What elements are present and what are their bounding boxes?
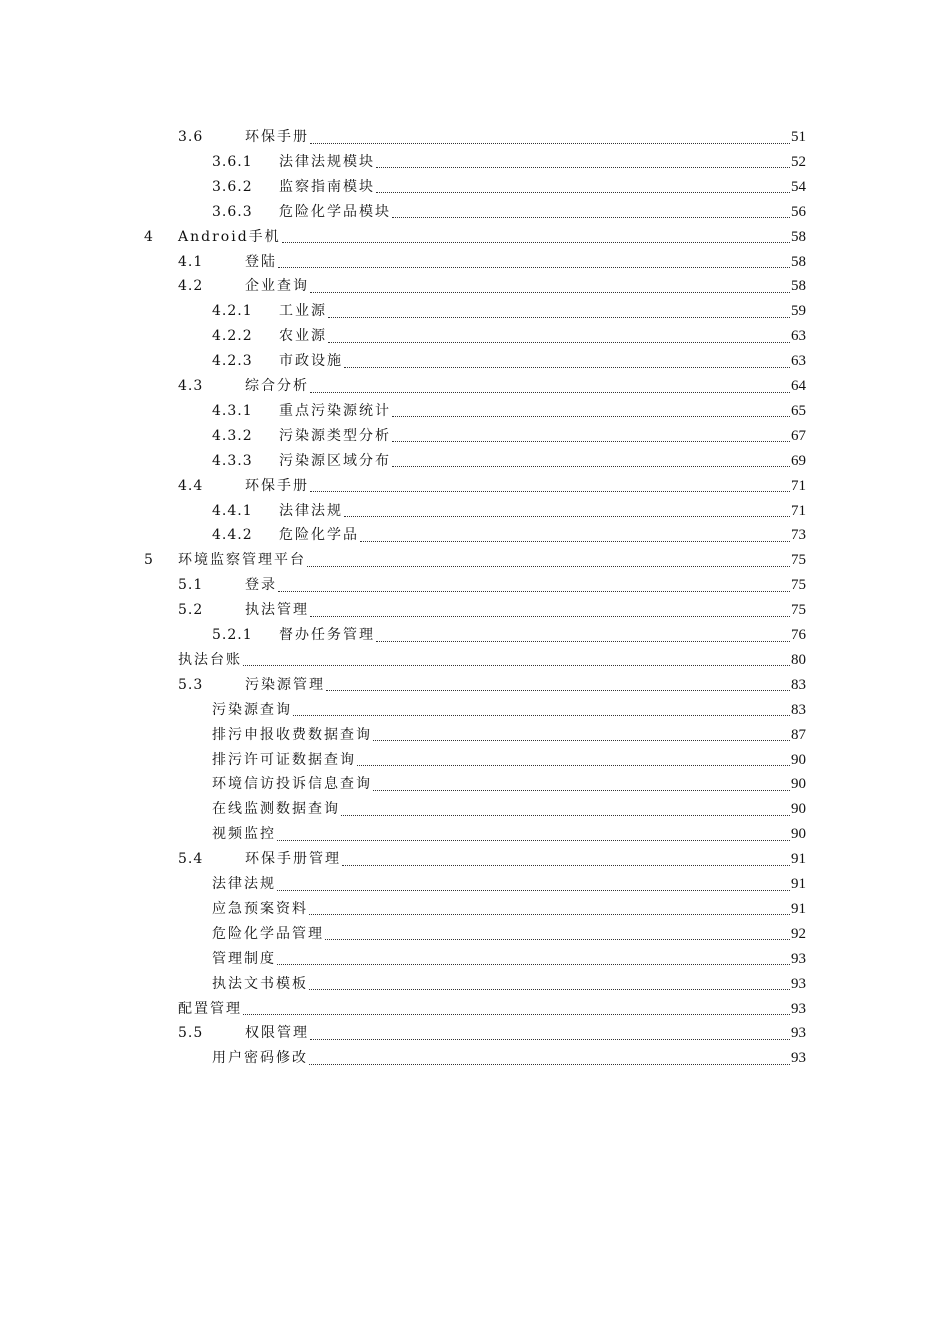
toc-entry[interactable] — [212, 748, 806, 772]
toc-entry[interactable] — [178, 573, 806, 597]
toc-dot-leader — [373, 790, 790, 791]
toc-entry[interactable] — [212, 324, 806, 348]
toc-entry[interactable] — [178, 673, 806, 697]
toc-entry-title: 权限管理 — [245, 1025, 309, 1042]
toc-entry-title: 污染源类型分析 — [279, 427, 391, 444]
toc-entry[interactable] — [212, 922, 806, 946]
toc-entry-number: 4.4.2 — [212, 527, 253, 544]
toc-entry-title: 危险化学品 — [279, 527, 359, 544]
toc-entry-page-number: 91 — [791, 900, 806, 917]
toc-dot-leader — [310, 491, 790, 492]
toc-entry-page-number: 54 — [791, 178, 806, 195]
toc-entry-title: 法律法规 — [279, 502, 343, 519]
toc-entry-page-number: 71 — [791, 502, 806, 519]
toc-dot-leader — [278, 267, 790, 268]
toc-entry-number: 5.5 — [178, 1025, 204, 1042]
toc-entry[interactable] — [212, 698, 806, 722]
toc-entry-title: 企业查询 — [245, 278, 309, 295]
toc-dot-leader — [328, 317, 790, 318]
toc-dot-leader — [376, 192, 790, 193]
toc-entry-page-number: 93 — [791, 950, 806, 967]
toc-dot-leader — [342, 865, 790, 866]
toc-entry-page-number: 56 — [791, 203, 806, 220]
toc-entry-page-number: 71 — [791, 477, 806, 494]
toc-entry-title: 农业源 — [279, 328, 327, 345]
toc-entry-number: 4.3 — [178, 378, 204, 394]
toc-dot-leader — [309, 1064, 790, 1065]
toc-entry-title: Android手机 — [178, 228, 281, 245]
toc-entry-number: 4.1 — [178, 253, 204, 270]
toc-dot-leader — [310, 392, 790, 393]
toc-entry[interactable] — [212, 349, 806, 373]
toc-entry[interactable] — [212, 772, 806, 796]
toc-dot-leader — [326, 690, 790, 691]
toc-dot-leader — [277, 964, 790, 965]
toc-entry-page-number: 67 — [791, 427, 806, 444]
toc-entry-number: 4.2.3 — [212, 353, 253, 370]
toc-entry[interactable] — [212, 399, 806, 423]
toc-entry-title: 综合分析 — [245, 378, 309, 394]
toc-entry-number: 5.2 — [178, 602, 204, 619]
toc-entry[interactable] — [178, 250, 806, 274]
toc-entry[interactable] — [178, 598, 806, 622]
toc-dot-leader — [309, 914, 790, 915]
toc-entry[interactable] — [212, 150, 806, 174]
toc-dot-leader — [376, 167, 790, 168]
toc-entry-page-number: 91 — [791, 876, 806, 892]
toc-entry-number: 4.3.3 — [212, 452, 253, 469]
toc-dot-leader — [243, 1014, 790, 1015]
toc-entry-title: 执法文书模板 — [212, 975, 308, 992]
toc-entry-page-number: 59 — [791, 303, 806, 320]
toc-dot-leader — [325, 939, 790, 940]
toc-entry-title: 环保手册管理 — [245, 851, 341, 868]
toc-entry-title: 排污申报收费数据查询 — [212, 726, 372, 743]
toc-entry-page-number: 93 — [791, 975, 806, 992]
toc-entry[interactable] — [178, 847, 806, 871]
toc-entry[interactable] — [144, 548, 806, 572]
toc-entry-page-number: 75 — [791, 552, 806, 569]
toc-entry-page-number: 93 — [791, 1025, 806, 1042]
toc-dot-leader — [376, 641, 790, 642]
toc-entry-page-number: 92 — [791, 925, 806, 942]
toc-entry-title: 危险化学品模块 — [279, 203, 391, 220]
toc-dot-leader — [307, 566, 790, 567]
toc-entry-title: 用户密码修改 — [212, 1050, 308, 1067]
toc-entry-title: 重点污染源统计 — [279, 402, 391, 419]
toc-dot-leader — [310, 143, 790, 144]
toc-entry-number: 4.2.1 — [212, 303, 253, 320]
toc-dot-leader — [310, 292, 790, 293]
toc-entry[interactable] — [212, 822, 806, 846]
toc-entry-page-number: 69 — [791, 452, 806, 469]
toc-entry-number: 5.2.1 — [212, 627, 253, 643]
toc-entry[interactable] — [178, 997, 806, 1021]
toc-entry-number: 4.4.1 — [212, 502, 253, 519]
toc-entry-title: 执法台账 — [178, 651, 242, 668]
toc-dot-leader — [293, 715, 790, 716]
toc-entry[interactable] — [212, 175, 806, 199]
toc-entry-number: 3.6.2 — [212, 178, 253, 195]
toc-entry-title: 工业源 — [279, 303, 327, 320]
toc-dot-leader — [309, 989, 790, 990]
toc-entry-number: 5.4 — [178, 851, 204, 868]
toc-entry-title: 法律法规 — [212, 876, 276, 892]
toc-dot-leader — [392, 441, 790, 442]
toc-entry-page-number: 52 — [791, 153, 806, 170]
toc-entry-page-number: 63 — [791, 328, 806, 345]
toc-entry-title: 环境信访投诉信息查询 — [212, 776, 372, 793]
toc-entry[interactable] — [212, 972, 806, 996]
toc-entry-page-number: 63 — [791, 353, 806, 370]
toc-dot-leader — [278, 591, 790, 592]
toc-entry-title: 视频监控 — [212, 826, 276, 843]
toc-dot-leader — [243, 665, 790, 666]
toc-entry[interactable] — [212, 449, 806, 473]
toc-entry[interactable] — [178, 374, 806, 398]
toc-entry[interactable] — [212, 623, 806, 647]
toc-entry-number: 4 — [144, 228, 154, 245]
toc-entry-number: 3.6.1 — [212, 153, 253, 170]
toc-entry[interactable] — [178, 474, 806, 498]
toc-entry-page-number: 75 — [791, 602, 806, 619]
toc-entry[interactable] — [178, 274, 806, 298]
toc-dot-leader — [282, 242, 790, 243]
toc-entry-page-number: 76 — [791, 627, 806, 643]
toc-entry[interactable] — [178, 648, 806, 672]
toc-entry[interactable] — [212, 947, 806, 971]
toc-entry-number: 5.1 — [178, 577, 204, 594]
toc-entry[interactable] — [212, 499, 806, 523]
toc-entry-title: 登录 — [245, 577, 277, 594]
toc-entry-page-number: 93 — [791, 1000, 806, 1017]
toc-entry-page-number: 51 — [791, 129, 806, 145]
toc-entry-page-number: 93 — [791, 1050, 806, 1067]
toc-entry-page-number: 83 — [791, 676, 806, 693]
toc-entry-page-number: 91 — [791, 851, 806, 868]
toc-entry-page-number: 90 — [791, 826, 806, 843]
toc-dot-leader — [310, 616, 790, 617]
toc-dot-leader — [341, 815, 790, 816]
toc-entry-page-number: 73 — [791, 527, 806, 544]
toc-entry-title: 应急预案资料 — [212, 900, 308, 917]
toc-dot-leader — [392, 466, 790, 467]
toc-entry-number: 5 — [144, 552, 154, 569]
toc-dot-leader — [392, 217, 790, 218]
toc-entry-number: 4.3.1 — [212, 402, 253, 419]
toc-entry-title: 市政设施 — [279, 353, 343, 370]
toc-entry[interactable] — [212, 1046, 806, 1070]
toc-dot-leader — [277, 890, 790, 891]
toc-entry-page-number: 65 — [791, 402, 806, 419]
toc-dot-leader — [344, 516, 790, 517]
toc-entry-title: 在线监测数据查询 — [212, 801, 340, 818]
toc-entry[interactable] — [212, 723, 806, 747]
toc-entry-page-number: 58 — [791, 228, 806, 245]
toc-entry-number: 4.2.2 — [212, 328, 253, 345]
toc-entry-number: 4.3.2 — [212, 427, 253, 444]
toc-entry-title: 督办任务管理 — [279, 627, 375, 643]
toc-entry-title: 法律法规模块 — [279, 153, 375, 170]
toc-entry[interactable] — [144, 225, 806, 249]
toc-entry-title: 环保手册 — [245, 129, 309, 145]
toc-entry-number: 4.4 — [178, 477, 204, 494]
toc-entry-title: 危险化学品管理 — [212, 925, 324, 942]
toc-dot-leader — [392, 416, 790, 417]
toc-entry-page-number: 58 — [791, 253, 806, 270]
toc-entry[interactable] — [212, 523, 806, 547]
toc-entry-page-number: 75 — [791, 577, 806, 594]
toc-entry-title: 配置管理 — [178, 1000, 242, 1017]
toc-entry-title: 污染源区域分布 — [279, 452, 391, 469]
toc-entry-number: 3.6.3 — [212, 203, 253, 220]
toc-entry-title: 执法管理 — [245, 602, 309, 619]
toc-entry-title: 污染源查询 — [212, 701, 292, 718]
toc-entry-page-number: 90 — [791, 751, 806, 768]
toc-entry[interactable] — [178, 125, 806, 149]
toc-entry[interactable] — [212, 200, 806, 224]
toc-entry-title: 环保手册 — [245, 477, 309, 494]
toc-entry-title: 排污许可证数据查询 — [212, 751, 356, 768]
toc-dot-leader — [344, 367, 790, 368]
toc-dot-leader — [357, 765, 790, 766]
toc-entry[interactable] — [212, 797, 806, 821]
toc-entry-page-number: 87 — [791, 726, 806, 743]
toc-entry-page-number: 90 — [791, 801, 806, 818]
toc-entry-page-number: 64 — [791, 378, 806, 394]
toc-entry-page-number: 83 — [791, 701, 806, 718]
toc-dot-leader — [373, 740, 790, 741]
toc-entry[interactable] — [212, 424, 806, 448]
toc-dot-leader — [310, 1039, 790, 1040]
toc-entry-title: 监察指南模块 — [279, 178, 375, 195]
toc-entry[interactable] — [212, 872, 806, 896]
toc-entry[interactable] — [212, 897, 806, 921]
toc-dot-leader — [360, 541, 790, 542]
toc-entry[interactable] — [212, 299, 806, 323]
toc-entry-number: 5.3 — [178, 676, 204, 693]
toc-dot-leader — [277, 840, 790, 841]
toc-entry-title: 登陆 — [245, 253, 277, 270]
toc-entry-title: 环境监察管理平台 — [178, 552, 306, 569]
toc-entry-number: 3.6 — [178, 129, 204, 145]
toc-entry[interactable] — [178, 1021, 806, 1045]
toc-entry-number: 4.2 — [178, 278, 204, 295]
toc-entry-page-number: 80 — [791, 651, 806, 668]
toc-dot-leader — [328, 342, 790, 343]
toc-entry-page-number: 58 — [791, 278, 806, 295]
toc-entry-title: 污染源管理 — [245, 676, 325, 693]
toc-entry-title: 管理制度 — [212, 950, 276, 967]
toc-entry-page-number: 90 — [791, 776, 806, 793]
